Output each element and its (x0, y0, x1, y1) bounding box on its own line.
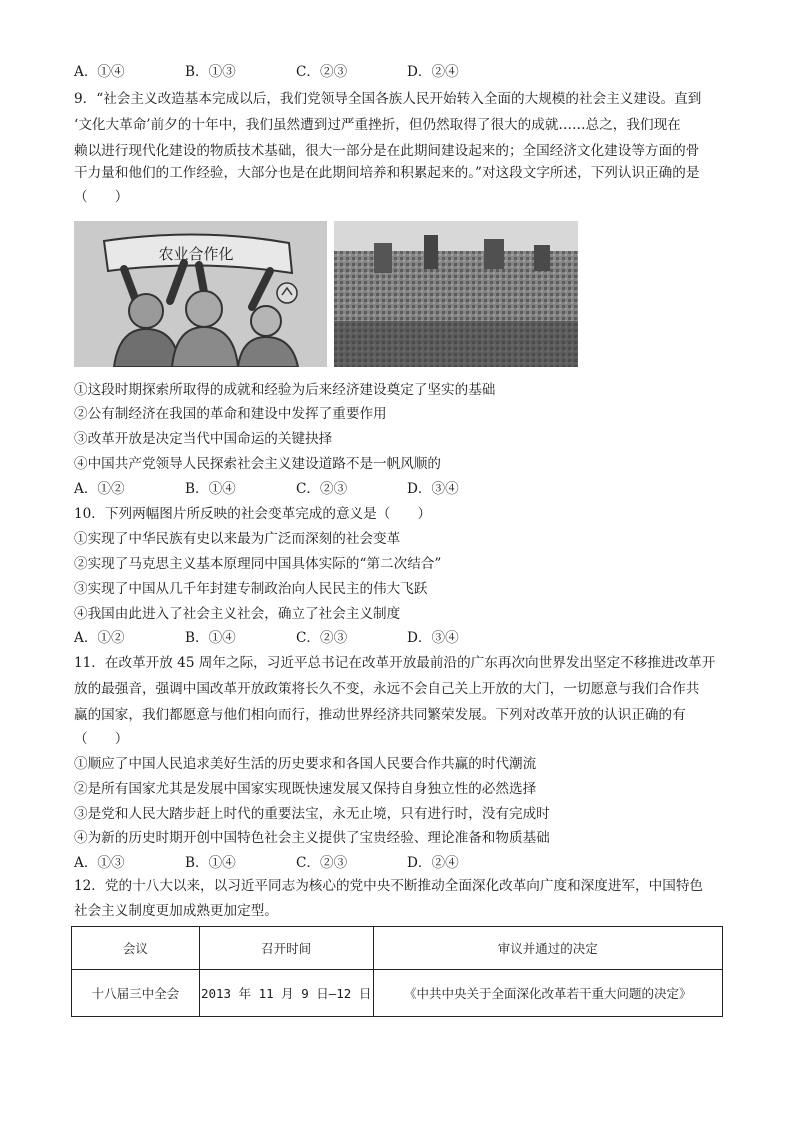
q11-option-a: A．①③ (74, 855, 125, 871)
q10-statement-3: ③实现了中国从几千年封建专制政治向人民民主的伟大飞跃 (74, 581, 428, 597)
crowd-photo (334, 221, 578, 367)
photo-banner-text: 农业合作化 (158, 245, 234, 263)
q10-option-d: D．③④ (407, 630, 459, 646)
q12-stem-line: 社会主义制度更加成熟更加定型。 (74, 903, 278, 919)
q9-statement-1: ①这段时期探索所取得的成就和经验为后来经济建设奠定了坚实的基础 (74, 382, 496, 398)
q12-meetings-table (71, 926, 723, 1017)
q9-statement-3: ③改革开放是决定当代中国命运的关键抉择 (74, 431, 333, 447)
q9-statement-2: ②公有制经济在我国的革命和建设中发挥了重要作用 (74, 406, 387, 422)
cooperative-banner-illustration (74, 221, 327, 367)
q10-option-c: C．②③ (296, 630, 348, 646)
q9-option-b: B．①④ (185, 481, 236, 497)
q9-statement-4: ④中国共产党领导人民探索社会主义建设道路不是一帆风顺的 (74, 456, 442, 472)
q9-stem-line: 9．“社会主义改造基本完成以后，我们党领导全国各族人民开始转入全面的大规模的社会主义建设。直到 (74, 91, 702, 107)
q9-option-c: C．②③ (296, 481, 348, 497)
q9-option-a: A．①② (74, 481, 125, 497)
q11-statement-4: ④为新的历史时期开创中国特色社会主义提供了宝贵经验、理论准备和物质基础 (74, 830, 550, 846)
q11-option-d: D．②④ (407, 855, 459, 871)
q9-answer-bracket: （ ） (74, 189, 129, 205)
q11-option-c: C．②③ (296, 855, 348, 871)
date-cell: 2013 年 11 月 9 日—12 日 (199, 970, 373, 1017)
table-header-row (72, 927, 723, 970)
column-header-date: 召开时间 (199, 927, 373, 970)
q12-stem-line: 12．党的十八大以来，以习近平同志为核心的党中央不断推动全面深化改革向广度和深度进军，中国特色 (74, 878, 704, 894)
q8-option-a: A．①④ (74, 64, 125, 80)
cooperative-banner-photo (74, 221, 327, 367)
q11-stem-line: 11．在改革开放 45 周年之际，习近平总书记在改革开放最前沿的广东再次向世界发出坚定不移推进改革开 (74, 655, 716, 671)
crowd-illustration (334, 221, 578, 367)
q11-statement-1: ①顺应了中国人民追求美好生活的历史要求和各国人民要合作共赢的时代潮流 (74, 756, 537, 772)
q9-option-d: D．③④ (407, 481, 459, 497)
q11-statement-3: ③是党和人民大踏步赶上时代的重要法宝，永无止境，只有进行时，没有完成时 (74, 806, 550, 822)
decision-cell: 《中共中央关于全面深化改革若干重大问题的决定》 (373, 970, 722, 1017)
q11-stem-line: 赢的国家，我们都愿意与他们相向而行，推动世界经济共同繁荣发展。下列对改革开放的认识正确的有 (74, 707, 686, 723)
q9-stem-line: 干力量和他们的工作经验，大部分也是在此期间培养和积累起来的。”对这段文字所述，下列认识正确的是 (74, 165, 700, 181)
q10-option-b: B．①④ (185, 630, 236, 646)
meeting-cell: 十八届三中全会 (72, 970, 200, 1017)
column-header-decision: 审议并通过的决定 (373, 927, 722, 970)
q8-option-d: D．②④ (407, 64, 459, 80)
q10-stem: 10．下列两幅图片所反映的社会变革完成的意义是（ ） (74, 506, 432, 522)
q10-statement-4: ④我国由此进入了社会主义社会，确立了社会主义制度 (74, 606, 401, 622)
q10-option-a: A．①② (74, 630, 125, 646)
q10-statement-2: ②实现了马克思主义基本原理同中国具体实际的“第二次结合” (74, 556, 442, 572)
q9-stem-line: ‘文化大革命’前夕的十年中，我们虽然遭到过严重挫折，但仍然取得了很大的成就……总之，我们现在 (74, 117, 681, 133)
q8-option-b: B．①③ (185, 64, 236, 80)
q11-statement-2: ②是所有国家尤其是发展中国家实现既快速发展又保持自身独立性的必然选择 (74, 781, 537, 797)
q9-stem-line: 赖以进行现代化建设的物质技术基础，很大一部分是在此期间建设起来的；全国经济文化建设等方面的骨 (74, 143, 700, 159)
q11-option-b: B．①④ (185, 855, 236, 871)
q11-stem-line: 放的最强音，强调中国改革开放政策将长久不变，永远不会自己关上开放的大门，一切愿意与我们合作共 (74, 681, 700, 697)
q8-option-c: C．②③ (296, 64, 348, 80)
column-header-meeting: 会议 (72, 927, 200, 970)
q10-statement-1: ①实现了中华民族有史以来最为广泛而深刻的社会变革 (74, 531, 401, 547)
q11-answer-bracket: （ ） (74, 731, 129, 747)
table-row (72, 970, 723, 1017)
